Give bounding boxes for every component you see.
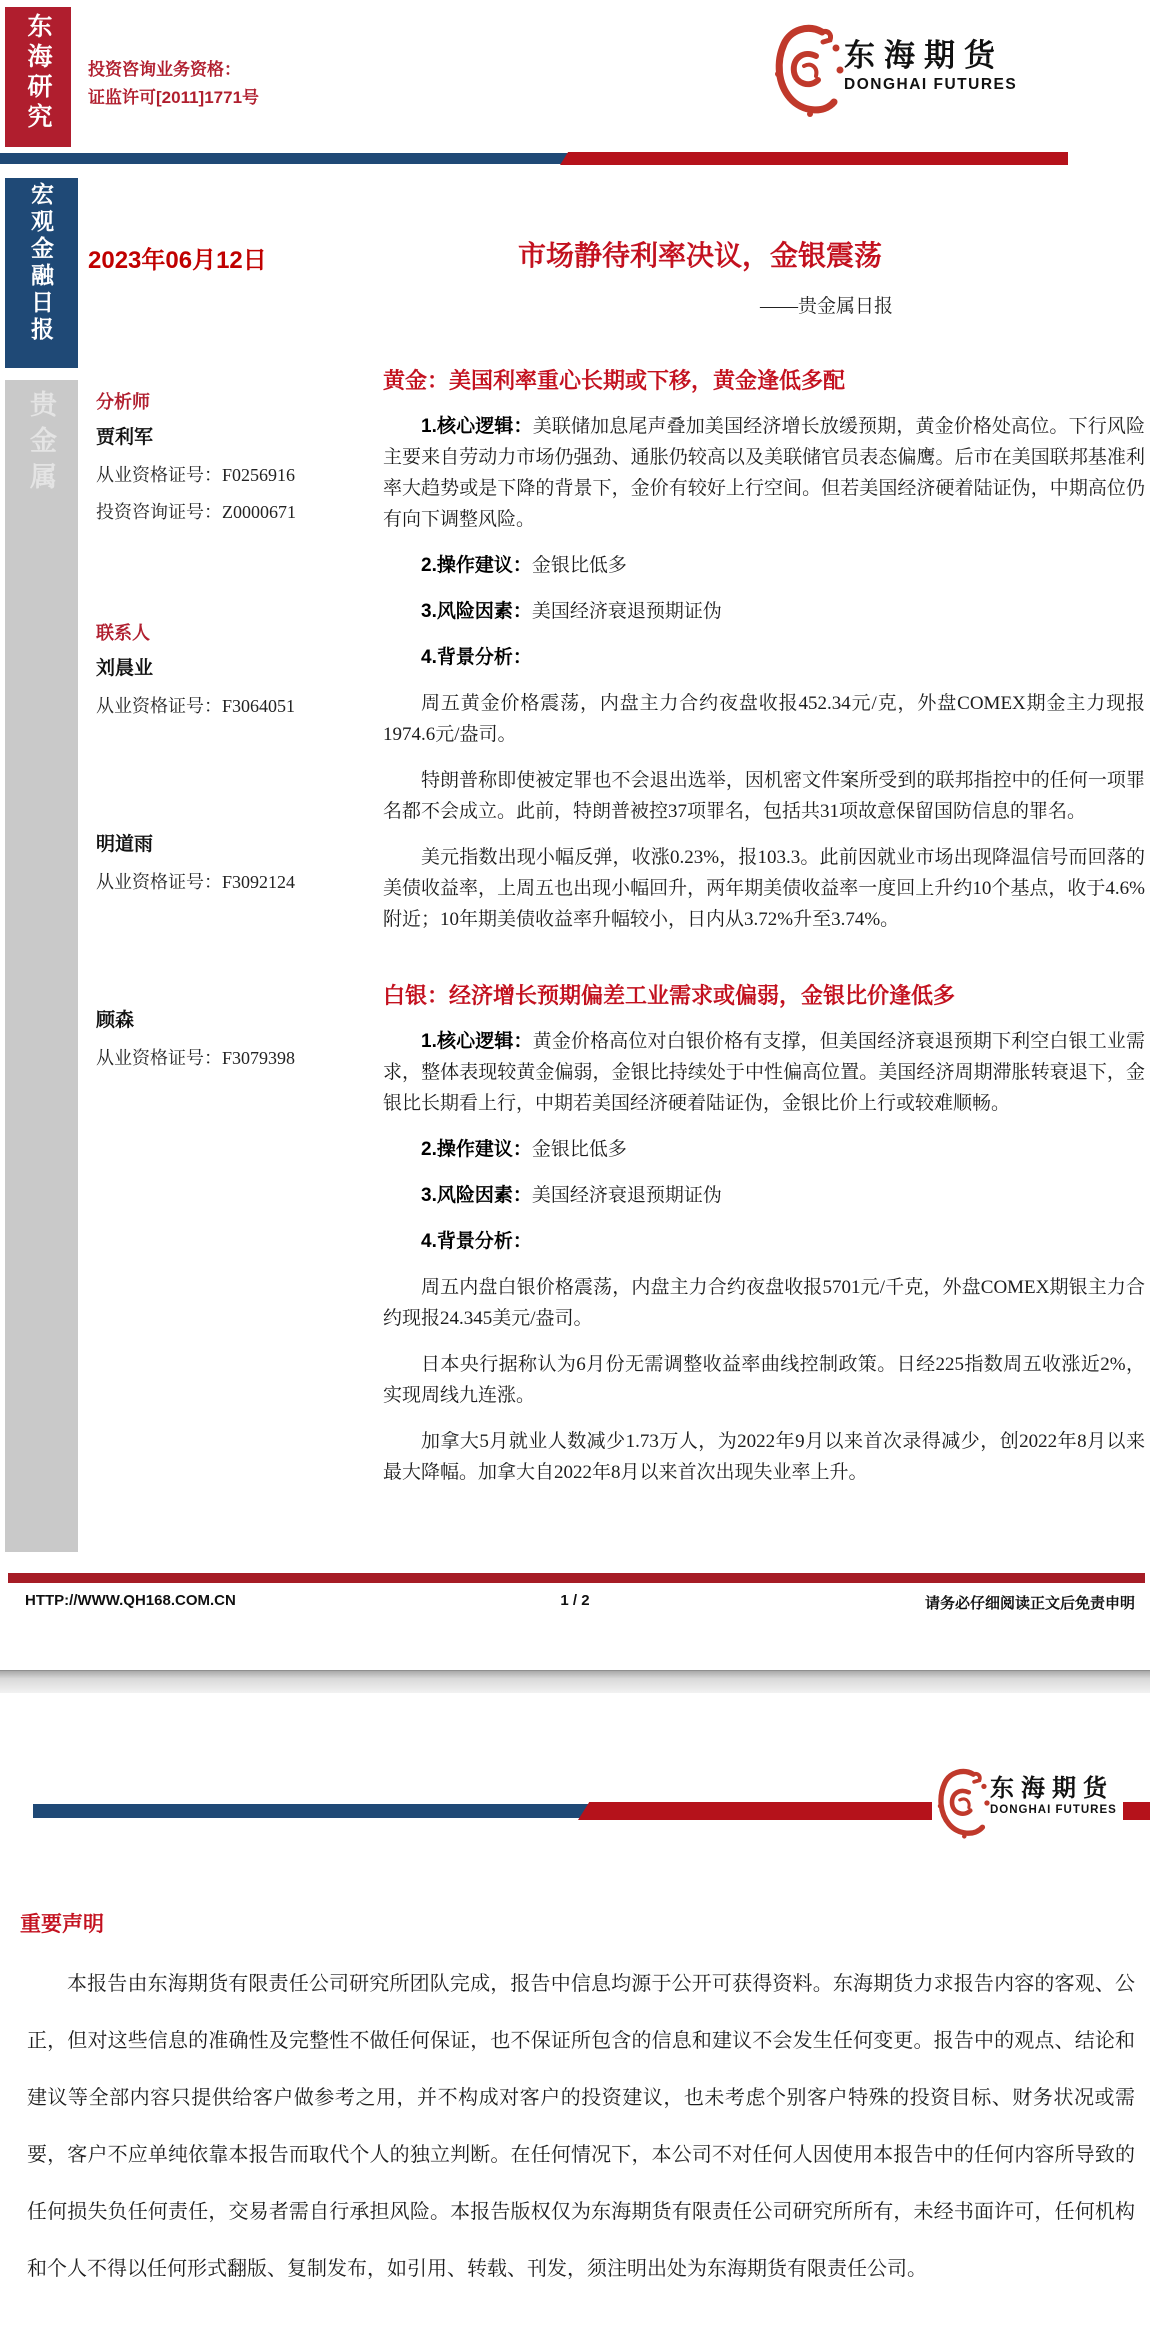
paragraph-lead: 2.操作建议： <box>421 555 532 576</box>
paragraph-lead: 3.风险因素： <box>421 1185 532 1206</box>
report-body <box>383 238 1145 1503</box>
paragraph-silver-core-logic: 1.核心逻辑：黄金价格高位对白银价格有支撑，但美国经济衰退预期下利空白银工业需求，整体表现较黄金偏弱，金银比持续处于中性偏高位置。美国经济周期滞胀转衰退下，金银比长期看上行，中期若美国经济硬着陆证伪，金银比价上行或较难顺畅。 <box>383 1031 1145 1114</box>
dragon-logo-icon <box>770 22 844 123</box>
page-separator <box>0 1670 1150 1693</box>
footer-rule-bar <box>8 1573 1145 1583</box>
paragraph-lead: 4.背景分析： <box>421 1231 532 1252</box>
page2-rule-blue <box>33 1804 593 1818</box>
analyst-label: 分析师 <box>96 392 150 412</box>
analyst-info-column <box>96 388 371 1077</box>
paragraph-gold-risk: 3.风险因素：美国经济衰退预期证伪 <box>421 601 722 622</box>
contact-cert-number: 从业资格证号：F3064051 <box>96 696 296 716</box>
analyst-cert-number: 从业资格证号：F0256916 <box>96 465 296 485</box>
header-rule-red <box>600 152 1068 165</box>
sidebar-category-macro-label: 宏观金融日报 <box>28 182 54 344</box>
sidebar-category-macro <box>5 178 78 368</box>
section-heading-silver: 白银：经济增长预期偏差工业需求或偏弱，金银比价逢低多 <box>383 983 956 1008</box>
brand-block-research <box>5 7 71 147</box>
statement-body: 本报告由东海期货有限责任公司研究所团队完成，报告中信息均源于公开可获得资料。东海期货力求报告内容的客观、公正，但对这些信息的准确性及完整性不做任何保证，也不保证所包含的信息和建议不会发生任何变更。报告中的观点、结论和建议等全部内容只提供给客户做参考之用，并不构成对客户的投资建议，也未考虑个别客户特殊的投资目标、财务状况或需要，客户不应单纯依靠本报告而取代个人的独立判断。在任何情况下，本公司不对任何人因使用本报告中的任何内容所导致的任何损失负任何责任，交易者需自行承担风险。本报告版权仅为东海期货有限责任公司研究所所有，未经书面许可，任何机构和个人不得以任何形式翻版、复制发布，如引用、转载、刊发，须注明出处为东海期货有限责任公司。 <box>27 1973 1135 2280</box>
logo-en-text: DONGHAI FUTURES <box>990 1804 1117 1816</box>
logo-cn-text: 东海期货 <box>990 1773 1114 1802</box>
report-subtitle: ——贵金属日报 <box>759 296 893 317</box>
contact-cert-number: 从业资格证号：F3092124 <box>96 872 296 892</box>
footer-disclaimer-notice: 请务必仔细阅读正文后免责申明 <box>924 1595 1135 1612</box>
qualification-line2: 证监许可[2011]1771号 <box>88 88 260 107</box>
donghai-logo-header <box>770 22 1017 123</box>
paragraph-lead: 1.核心逻辑： <box>421 1031 533 1052</box>
logo-cn-text: 东海期货 <box>844 38 1004 74</box>
footer-row <box>0 1592 1150 1616</box>
paragraph-lead: 4.背景分析： <box>421 647 532 668</box>
paragraph-silver-news-boj: 日本央行据称认为6月份无需调整收益率曲线控制政策。日经225指数周五收涨近2%，实现周线九连涨。 <box>383 1354 1145 1406</box>
report-date: 2023年06月12日 <box>88 247 267 274</box>
contact-name: 明道雨 <box>96 834 154 855</box>
paragraph-gold-core-logic: 1.核心逻辑：美联储加息尾声叠加美国经济增长放缓预期，黄金价格处高位。下行风险主要来自劳动力市场仍强劲、通胀仍较高以及美联储官员表态偏鹰。后市在美国联邦基准利率大趋势或是下降的背景下，金价有较好上行空间。但若美国经济硬着陆证伪，中期高位仍有向下调整风险。 <box>383 416 1145 530</box>
paragraph-silver-advice: 2.操作建议：金银比低多 <box>421 1139 627 1160</box>
paragraph-lead: 3.风险因素： <box>421 601 532 622</box>
contact-name: 刘晨业 <box>96 658 154 679</box>
qualification-text <box>88 56 259 112</box>
qualification-line1: 投资咨询业务资格： <box>88 60 241 79</box>
brand-block-label: 东海研究 <box>24 13 52 133</box>
sidebar-category-precious-metals <box>5 380 78 1552</box>
paragraph-silver-market: 周五内盘白银价格震荡，内盘主力合约夜盘收报5701元/千克，外盘COMEX期银主力合约现报24.345美元/盎司。 <box>383 1277 1145 1329</box>
contact-cert-number: 从业资格证号：F3079398 <box>96 1048 296 1068</box>
header-rule-blue <box>0 153 580 164</box>
sidebar-category-precious-metals-label: 贵金属 <box>26 390 56 498</box>
logo-en-text: DONGHAI FUTURES <box>844 76 1018 93</box>
report-title: 市场静待利率决议，金银震荡 <box>517 240 882 271</box>
analyst-name: 贾利军 <box>96 427 154 448</box>
paragraph-lead: 1.核心逻辑： <box>421 416 533 437</box>
paragraph-silver-background-label <box>383 1226 1145 1257</box>
paragraph-gold-background-label <box>383 642 1145 673</box>
paragraph-gold-news-trump: 特朗普称即使被定罪也不会退出选举，因机密文件案所受到的联邦指控中的任何一项罪名都不会成立。此前，特朗普被控37项罪名，包括共31项故意保留国防信息的罪名。 <box>383 770 1145 822</box>
contact-name: 顾森 <box>96 1010 135 1031</box>
paragraph-silver-news-canada: 加拿大5月就业人数减少1.73万人，为2022年9月以来首次录得减少，创2022年8月以来最大降幅。加拿大自2022年8月以来首次出现失业率上升。 <box>383 1431 1145 1483</box>
statement-title: 重要声明 <box>20 1913 104 1936</box>
paragraph-lead: 2.操作建议： <box>421 1139 532 1160</box>
paragraph-gold-market: 周五黄金价格震荡，内盘主力合约夜盘收报452.34元/克，外盘COMEX期金主力现报1974.6元/盎司。 <box>383 693 1145 745</box>
paragraph-gold-advice: 2.操作建议：金银比低多 <box>421 555 627 576</box>
header-rule <box>0 152 1068 165</box>
paragraph-gold-news-dollar: 美元指数出现小幅反弹，收涨0.23%，报103.3。此前因就业市场出现降温信号而回落的美债收益率，上周五也出现小幅回升，两年期美债收益率一度回上升约10个基点，收于4.6%附近；10年期美债收益率升幅较小，日内从3.72%升至3.74%。 <box>383 847 1145 930</box>
paragraph-silver-risk: 3.风险因素：美国经济衰退预期证伪 <box>421 1185 722 1206</box>
footer-website-link[interactable]: HTTP://WWW.QH168.COM.CN <box>25 1592 236 1609</box>
analyst-advisory-number: 投资咨询证号：Z0000671 <box>96 502 296 522</box>
contact-label: 联系人 <box>96 623 150 643</box>
footer-page-number: 1 / 2 <box>560 1592 590 1609</box>
section-heading-gold: 黄金：美国利率重心长期或下移，黄金逢低多配 <box>383 368 846 393</box>
donghai-logo-page2 <box>932 1758 1123 1853</box>
dragon-logo-icon <box>934 1766 990 1845</box>
